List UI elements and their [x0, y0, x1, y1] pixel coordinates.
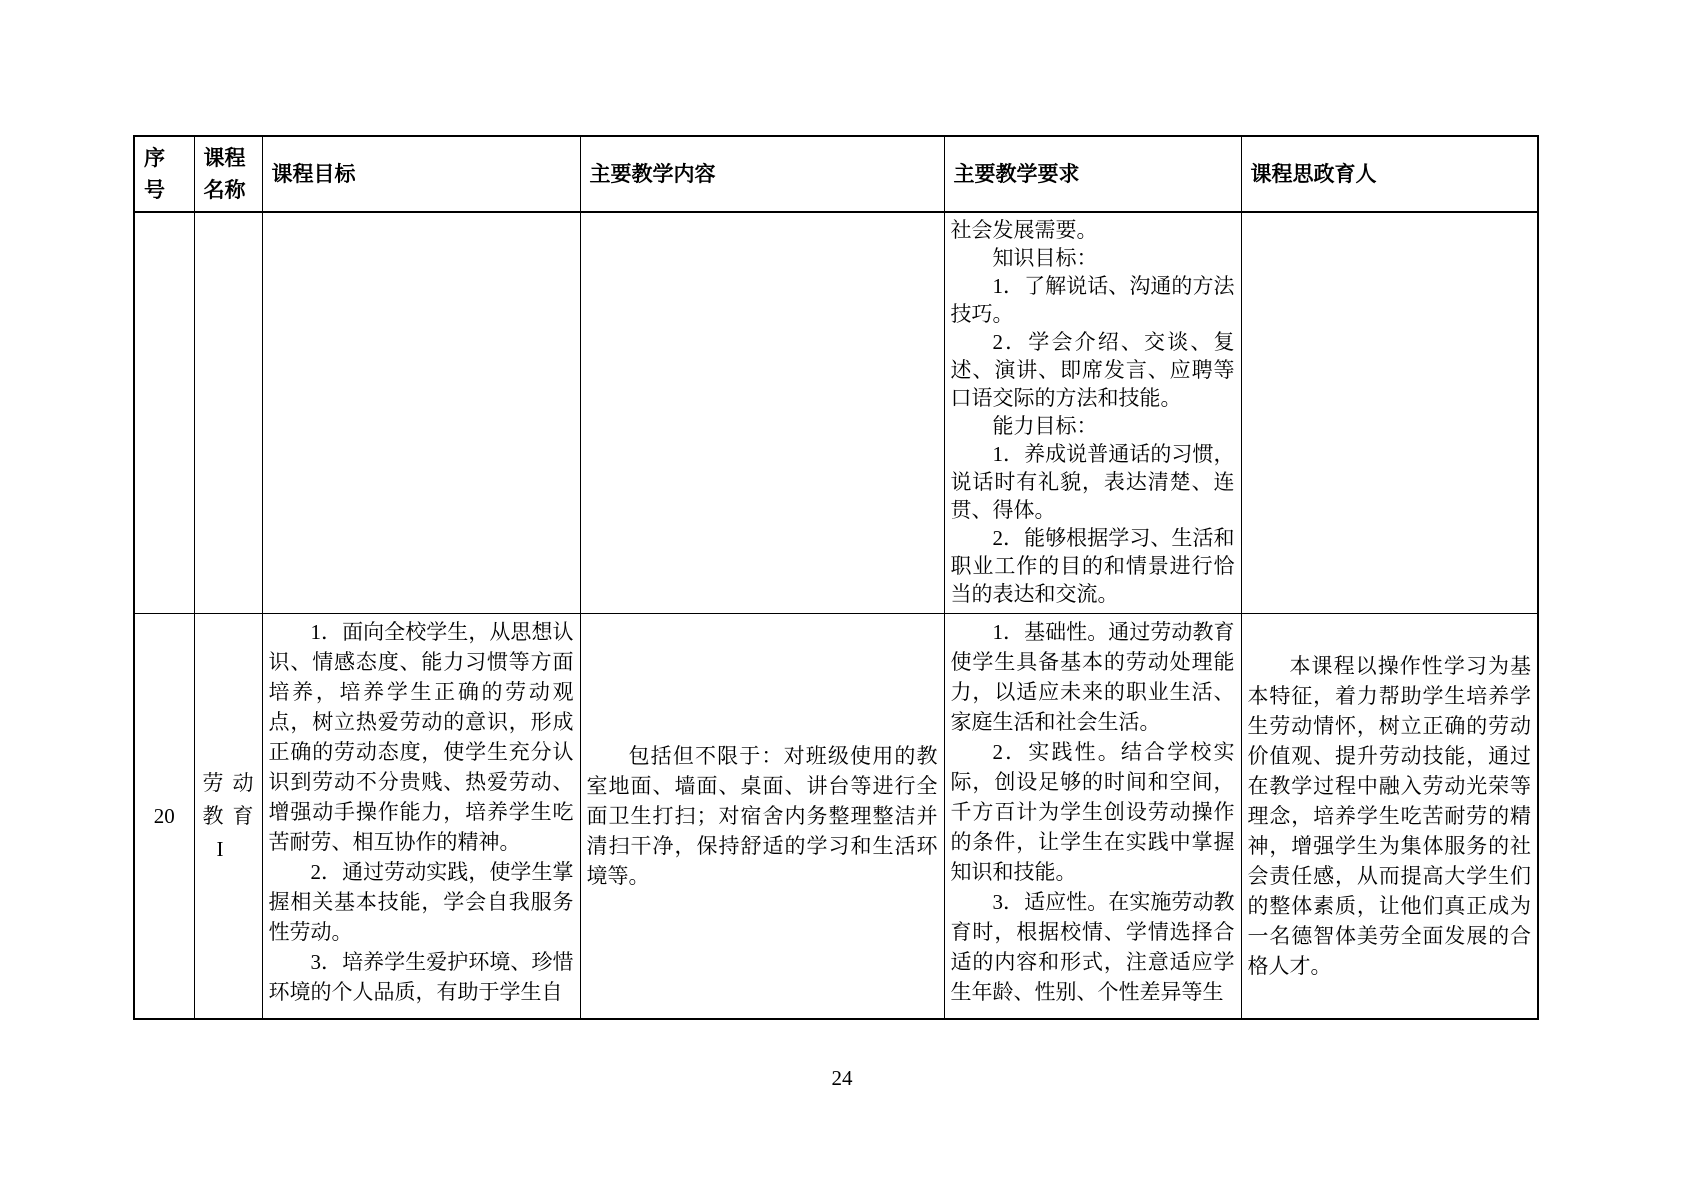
cont-requirements-cell — [944, 212, 1241, 614]
header-ideology: 课程思政育人 — [1241, 136, 1538, 212]
header-course-line2: 名称 — [203, 178, 246, 202]
cont-objectives-cell — [262, 212, 580, 614]
cont-ideology-cell — [1241, 212, 1538, 614]
table-row-20 — [134, 614, 1538, 1020]
table-row-continuation — [134, 212, 1538, 614]
requirements-paragraph: 1．了解说话、沟通的方法技巧。 — [950, 274, 1235, 326]
content-paragraph: 包括但不限于：对班级使用的教室地面、墙面、桌面、讲台等进行全面卫生打扫；对宿舍内务整理整洁并清扫干净，保持舒适的学习和生活环境等。 — [586, 744, 938, 888]
requirements-paragraph: 社会发展需要。 — [950, 218, 1098, 242]
header-teaching-content: 主要教学内容 — [580, 136, 944, 212]
header-seq-line1: 序 — [144, 146, 165, 170]
header-course-name — [194, 136, 262, 212]
row20-course-cell — [194, 614, 262, 1020]
requirements-paragraph: 2．能够根据学习、生活和职业工作的目的和情景进行恰当的表达和交流。 — [950, 526, 1235, 606]
cont-seq-cell — [134, 212, 194, 614]
cont-course-cell — [194, 212, 262, 614]
requirements-paragraph: 1．基础性。通过劳动教育使学生具备基本的劳动处理能力，以适应未来的职业生活、家庭生活和社会生活。 — [950, 620, 1235, 734]
header-seq-line2: 号 — [144, 178, 165, 202]
cont-content-cell — [580, 212, 944, 614]
row20-content-cell — [580, 614, 944, 1020]
objectives-paragraph: 3．培养学生爱护环境、珍惜环境的个人品质，有助于学生自 — [268, 950, 574, 1004]
row20-course-line1: 劳动 — [202, 770, 254, 795]
page-number: 24 — [831, 1066, 853, 1090]
row20-requirements-cell — [944, 614, 1241, 1020]
objectives-paragraph: 1．面向全校学生，从思想认识、情感态度、能力习惯等方面培养，培养学生正确的劳动观点，树立热爱劳动的意识，形成正确的劳动态度，使学生充分认识到劳动不分贵贱、热爱劳动、增强动手操作能力，培养学生吃苦耐劳、相互协作的精神。 — [268, 620, 574, 854]
row20-course-line2: 教育 — [202, 803, 254, 828]
course-syllabus-table — [133, 135, 1539, 1020]
row20-objectives-cell — [262, 614, 580, 1020]
row20-seq-number: 20 — [153, 803, 175, 828]
objectives-paragraph: 2．通过劳动实践，使学生掌握相关基本技能，学会自我服务性劳动。 — [268, 860, 574, 944]
requirements-paragraph: 3．适应性。在实施劳动教育时，根据校情、学情选择合适的内容和形式，注意适应学生年龄、性别、个性差异等生 — [950, 890, 1235, 1004]
requirements-paragraph: 1．养成说普通话的习惯，说话时有礼貌，表达清楚、连贯、得体。 — [950, 442, 1235, 522]
header-course-line1: 课程 — [203, 146, 246, 170]
requirements-paragraph: 能力目标： — [992, 414, 1098, 438]
header-objectives: 课程目标 — [262, 136, 580, 212]
row20-ideology-cell — [1241, 614, 1538, 1020]
header-seq — [134, 136, 194, 212]
requirements-paragraph: 2．实践性。结合学校实际，创设足够的时间和空间，千方百计为学生创设劳动操作的条件，让学生在实践中掌握知识和技能。 — [950, 740, 1235, 884]
row20-seq-cell — [134, 614, 194, 1020]
requirements-paragraph: 2．学会介绍、交谈、复述、演讲、即席发言、应聘等口语交际的方法和技能。 — [950, 330, 1235, 410]
requirements-paragraph: 知识目标： — [992, 246, 1098, 270]
row20-course-line3: I — [216, 836, 224, 861]
header-teaching-requirements: 主要教学要求 — [944, 136, 1241, 212]
table-header-row — [134, 136, 1538, 212]
ideology-paragraph: 本课程以操作性学习为基本特征，着力帮助学生培养学生劳动情怀，树立正确的劳动价值观、提升劳动技能，通过在教学过程中融入劳动光荣等理念，培养学生吃苦耐劳的精神，增强学生为集体服务的社会责任感，从而提高大学生们的整体素质，让他们真正成为一名德智体美劳全面发展的合格人才。 — [1247, 654, 1531, 978]
